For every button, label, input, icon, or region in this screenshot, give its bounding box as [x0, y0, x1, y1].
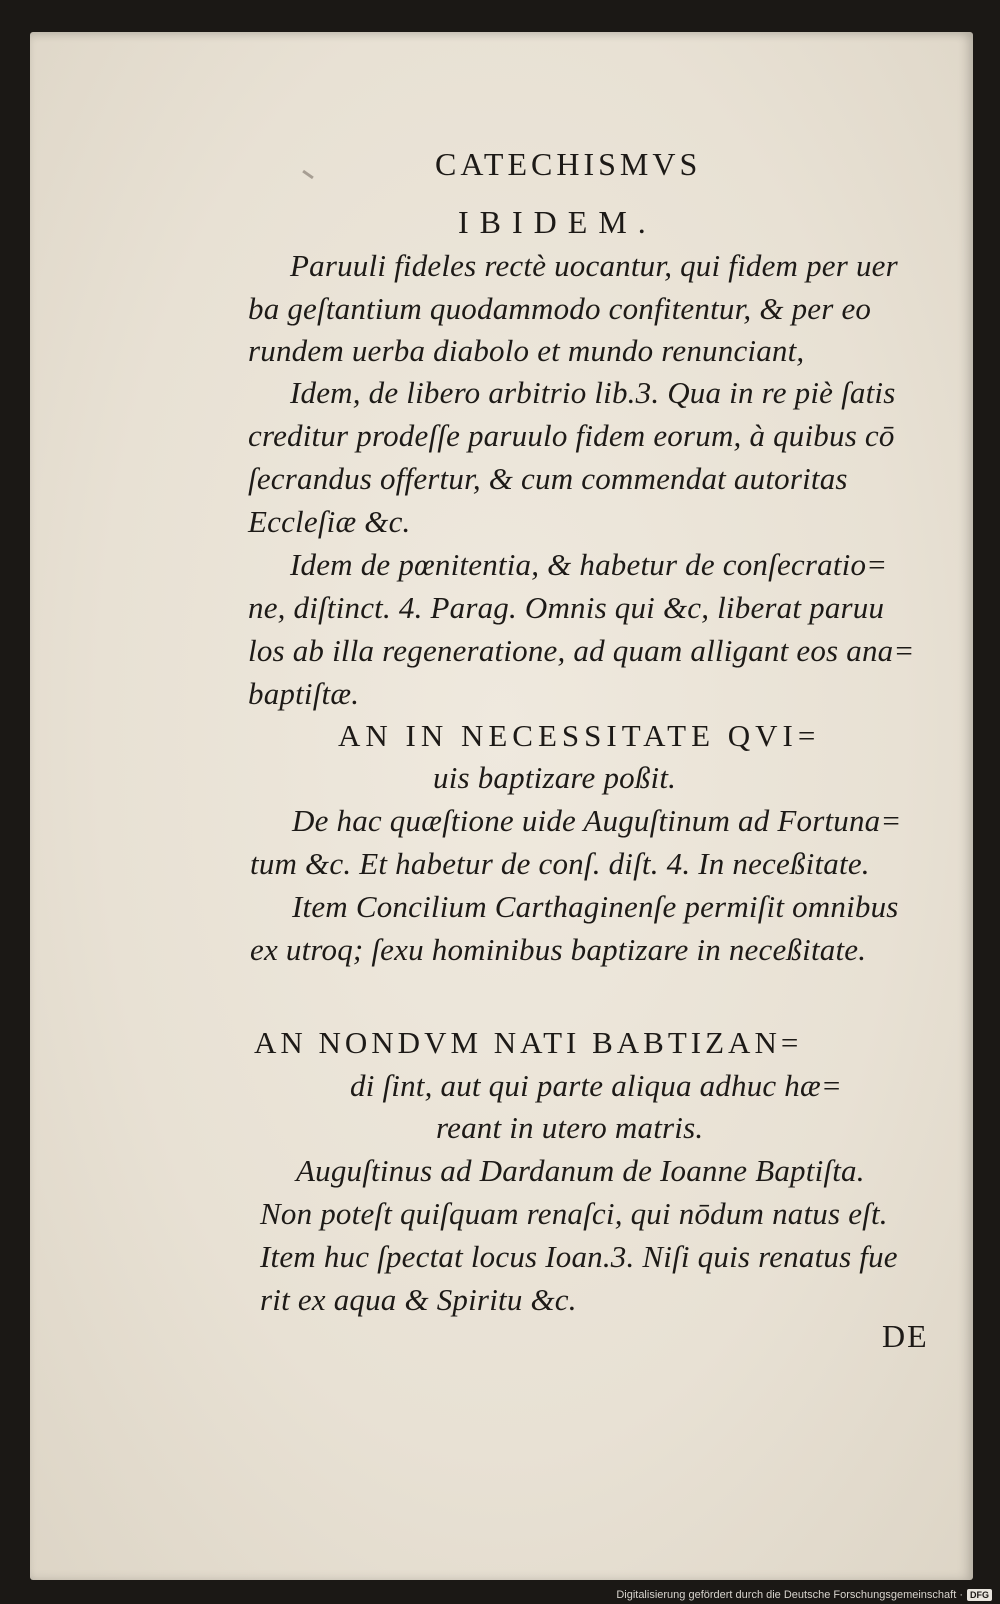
- text-line: Item huc ſpectat locus Ioan.3. Niſi quis renatus fue: [260, 1239, 898, 1274]
- text-line: Item Concilium Carthaginenſe permiſit omnibus: [292, 889, 899, 924]
- catchword: DE: [882, 1318, 929, 1354]
- text-line: ſecrandus offertur, & cum commendat autoritas: [248, 461, 848, 496]
- text-line: Auguſtinus ad Dardanum de Ioanne Baptiſta.: [296, 1153, 865, 1188]
- dfg-logo-icon: DFG: [967, 1589, 992, 1601]
- text-line: Non poteſt quiſquam renaſci, qui nōdum natus eſt.: [260, 1196, 888, 1231]
- text-line: baptiſtæ.: [248, 676, 360, 711]
- text-line: tum &c. Et habetur de conſ. diſt. 4. In neceßitate.: [250, 846, 870, 881]
- text-line: Idem, de libero arbitrio lib.3. Qua in re piè ſatis: [290, 375, 896, 410]
- text-line: De hac quæſtione uide Auguſtinum ad Fortuna=: [292, 803, 902, 838]
- section-heading-necessitate: AN IN NECESSITATE QVI=: [338, 718, 821, 753]
- book-page: [30, 32, 973, 1580]
- credit-text: Digitalisierung gefördert durch die Deutsche Forschungsgemeinschaft ·: [616, 1589, 963, 1601]
- section-heading-nondum-nati-cont: di ſint, aut qui parte aliqua adhuc hæ=: [350, 1068, 842, 1103]
- digitization-credit: [616, 1589, 992, 1601]
- text-line: Eccleſiæ &c.: [248, 504, 411, 539]
- text-line: ex utroq; ſexu hominibus baptizare in neceßitate.: [250, 932, 867, 967]
- text-line: los ab illa regeneratione, ad quam alligant eos ana=: [248, 633, 915, 668]
- text-line: creditur prodeſſe paruulo fidem eorum, à quibus cō: [248, 418, 895, 453]
- text-line: Idem de pœnitentia, & habetur de conſecratio=: [290, 547, 888, 582]
- ink-mark: [302, 170, 314, 179]
- text-line: ba geſtantium quodammodo confitentur, & per eo: [248, 291, 872, 326]
- running-head: CATECHISMVS: [435, 146, 702, 182]
- section-heading-necessitate-cont: uis baptizare poßit.: [433, 760, 677, 795]
- section-heading-nondum-nati: AN NONDVM NATI BABTIZAN=: [254, 1025, 803, 1060]
- section-heading-ibidem: IBIDEM.: [458, 204, 657, 240]
- text-line: rundem uerba diabolo et mundo renunciant,: [248, 333, 805, 368]
- text-line: rit ex aqua & Spiritu &c.: [260, 1282, 577, 1317]
- section-heading-nondum-nati-cont: reant in utero matris.: [436, 1110, 704, 1145]
- text-line: ne, diſtinct. 4. Parag. Omnis qui &c, liberat paruu: [248, 590, 885, 625]
- text-line: Paruuli fideles rectè uocantur, qui fidem per uer: [290, 248, 898, 283]
